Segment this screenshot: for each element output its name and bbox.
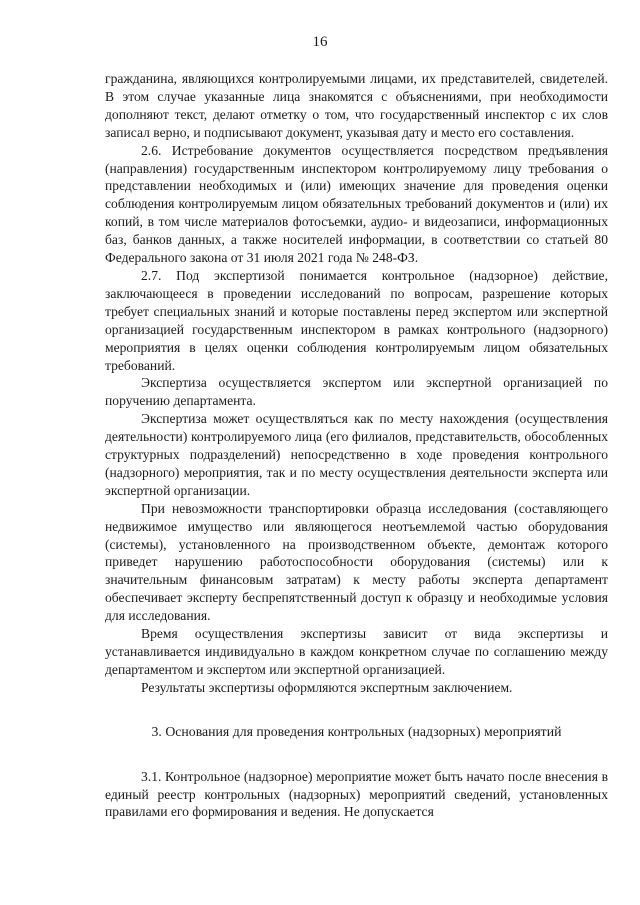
paragraph-expertise-performer: Экспертиза осуществляется экспертом или экспертной организацией по поручению департамента. [105,375,608,409]
paragraph-sample-transport: При невозможности транспортировки образца исследования (составляющего недвижимое имущество или являющегося неотъемлемой частью оборудования (системы), установленного на производственном объекте, демонтаж которого приведет нарушению работоспособности оборудования (системы) или к значительным финансовым затратам) к месту работы эксперта департамент обеспечивает эксперту беспрепятственный доступ к образцу и необходимые условия для исследования. [105,500,608,624]
document-body [105,70,608,821]
paragraph-continuation: гражданина, являющихся контролируемыми лицами, их представителей, свидетелей. В этом случае указанные лица знакомятся с объяснениями, при необходимости дополняют текст, делают отметку о том, что государственный инспектор с их слов записал верно, и подписывают документ, указывая дату и место его составления. [105,71,608,140]
paragraph-3-1-start-conditions: 3.1. Контрольное (надзорное) мероприятие может быть начато после внесения в единый реестр контрольных (надзорных) мероприятий сведений, установленных правилами его формирования и ведения. Не допускается [105,768,608,820]
paragraph-expertise-results: Результаты экспертизы оформляются экспертным заключением. [141,679,513,695]
page-number: 16 [312,34,328,50]
paragraph-expertise-duration: Время осуществления экспертизы зависит от вида экспертизы и устанавливается индивидуально в каждом конкретном случае по соглашению между департаментом и экспертом или экспертной организацией. [105,626,608,677]
paragraph-2-7-expertise-definition: 2.7. Под экспертизой понимается контрольное (надзорное) действие, заключающееся в проведении исследований по вопросам, разрешение которых требует специальных знаний и которые поставлены перед экспертом или экспертной организацией государственным инспектором в рамках контрольного (надзорного) мероприятия в целях оценки соблюдения контролируемым лицом обязательных требований. [105,267,608,373]
paragraph-expertise-location: Экспертиза может осуществляться как по месту нахождения (осуществления деятельности) контролируемого лица (его филиалов, представительств, обособленных структурных подразделений) непосредственно в ходе проведения контрольного (надзорного) мероприятия, так и по месту осуществления деятельности эксперта или экспертной организации. [105,411,608,498]
paragraph-2-6-document-request: 2.6. Истребование документов осуществляется посредством предъявления (направления) государственным инспектором контролируемому лицу требования о представлении необходимых и (или) имеющих значение для проведения оценки соблюдения контролируемым лицом обязательных требований документов и (или) их копий, в том числе материалов фотосъемки, аудио- и видеозаписи, информационных баз, банков данных, а также носителей информации, в соответствии со статьей 80 Федерального закона от 31 июля 2021 года № 248-ФЗ. [105,142,608,266]
section-heading-3: 3. Основания для проведения контрольных (надзорных) мероприятий [151,723,562,739]
